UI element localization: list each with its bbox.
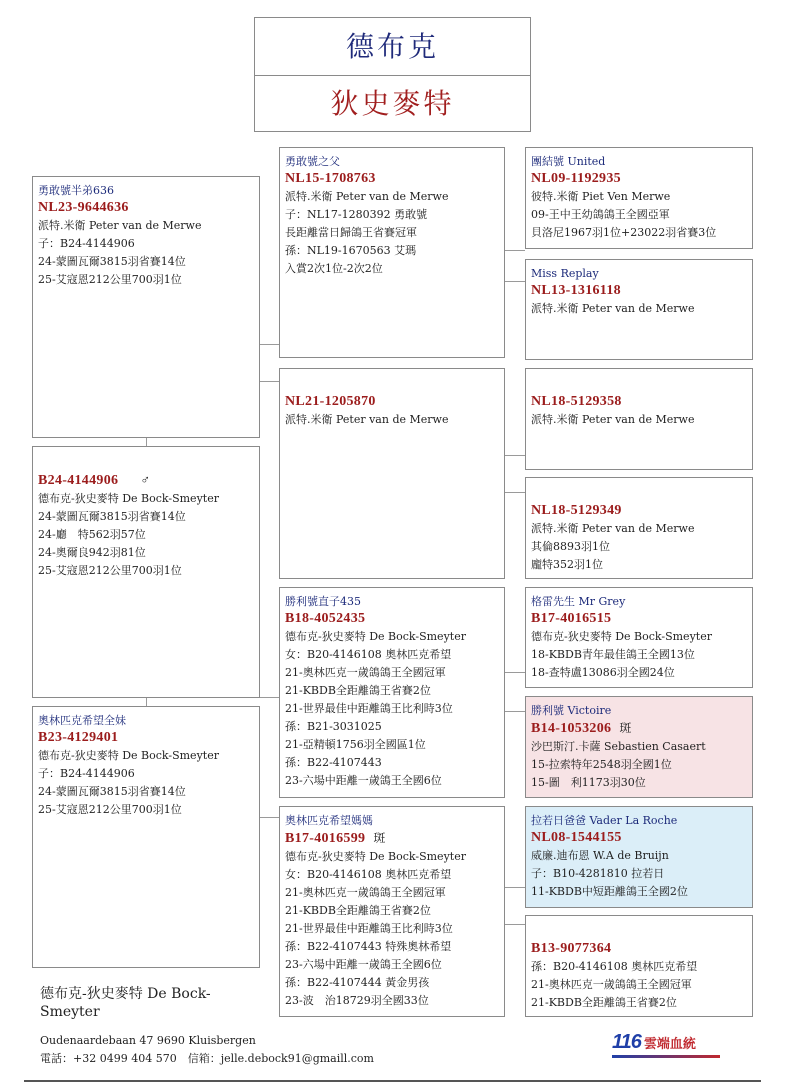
info-line: 女：B20-4146108 奧林匹克希望 [285,648,452,661]
info-line: 沙巴斯汀.卡薩 Sebastien Casaert [531,740,706,753]
owner-name: 德布克-狄史麥特 De Bock-Smeyter [40,986,211,1020]
info-line: 孫：B22-4107443 [285,756,382,769]
info-line: 德布克-狄史麥特 De Bock-Smeyter [285,850,466,863]
ring-number: NL08-1544155 [531,830,622,845]
info-line: 15-圖 利1173羽30位 [531,776,646,789]
info-line: 派特.米衛 Peter van de Merwe [531,413,695,426]
info-line: 孫：B22-4107444 黃金男孩 [285,976,430,989]
owner-phone-email: 電話：+32 0499 404 570 信箱：jelle.debock91@gmaill.com [40,1052,374,1065]
info-line: 女：B20-4146108 奧林匹克希望 [285,868,452,881]
info-line: 21-KBDB全距離鴿王省賽2位 [531,996,677,1009]
color-tag: 斑 [619,721,632,735]
ring-number: B17-4016515 [531,611,612,626]
info-line: 入賞2次1位-2次2位 [285,262,383,275]
info-line: 18-查特盧13086羽全國24位 [531,666,675,679]
connector-line [505,887,525,888]
ring-number: NL09-1192935 [531,171,621,186]
title-top: 德布克 [255,18,530,76]
dss-card [525,587,753,688]
info-line: 孫：B21-3031025 [285,720,382,733]
ring-value: B17-4016599 [285,831,366,846]
info-line: 派特.米衛 Peter van de Merwe [285,190,449,203]
bottom-divider [24,1080,761,1082]
owner-contact [40,1032,374,1068]
brand-logo [612,1031,696,1054]
ddd-card [525,915,753,1017]
ring-number: NL21-1205870 [285,394,376,409]
info-line: 長距離當日歸鴿王省賽冠軍 [285,226,417,239]
connector-line [505,672,525,673]
connector-line [260,344,279,345]
connector-line [260,817,279,818]
info-line: 子：B24-4144906 [38,767,135,780]
connector-line [505,455,525,456]
info-line: 11-KBDB中短距離鴿王全國2位 [531,885,688,898]
ssd-card [525,259,753,360]
info-line: 貝洛尼1967羽1位+23022羽省賽3位 [531,226,717,239]
logo-underline [612,1055,720,1058]
title-bottom: 狄史麥特 [330,87,455,120]
dam-sire-card [279,587,505,798]
ring-number: B23-4129401 [38,730,119,745]
info-line: 15-拉索特年2548羽全國1位 [531,758,672,771]
sdd-card [525,477,753,579]
info-line: 孫：B20-4146108 奧林匹克希望 [531,960,698,973]
info-line: 24-蒙圖瓦爾3815羽省賽14位 [38,785,186,798]
pigeon-name: Miss Replay [531,267,599,280]
info-line: 25-艾寇恩212公里700羽1位 [38,803,182,816]
info-line: 25-艾寇恩212公里700羽1位 [38,273,182,286]
ring-number [531,719,752,738]
pigeon-name: 勝利號直子435 [285,595,361,608]
sss-card [525,147,753,249]
connector-line [505,281,525,282]
ring-number [285,829,504,848]
sire-sire-card [279,147,505,358]
pigeon-name: 勇敢號半弟636 [38,184,114,197]
info-line: 21-KBDB全距離鴿王省賽2位 [285,904,431,917]
sds-card [525,368,753,470]
male-icon: ♂ [140,472,151,487]
info-line: 派特.米衛 Peter van de Merwe [38,219,202,232]
info-line: 21-世界最佳中距離鴿王比利時3位 [285,702,453,715]
ring-number: B18-4052435 [285,611,366,626]
info-line: 18-KBDB青年最佳鴿王全國13位 [531,648,695,661]
info-line: 23-六場中距離一歲鴿王全國6位 [285,958,442,971]
info-line: 23-波 治18729羽全國33位 [285,994,429,1007]
info-line: 21-KBDB全距離鴿王省賽2位 [285,684,431,697]
connector-line [505,924,525,925]
dam-dam-card [279,806,505,1017]
info-line: 孫：NL19-1670563 艾瑪 [285,244,417,257]
pigeon-name: 奧林匹克希望全妹 [38,714,126,727]
owner-address: Oudenaardebaan 47 9690 Kluisbergen [40,1034,256,1047]
pigeon-name: 勝利號 Victoire [531,704,612,717]
pigeon-name: 格雷先生 Mr Grey [531,595,626,608]
info-line: 德布克-狄史麥特 De Bock-Smeyter [285,630,466,643]
info-line: 德布克-狄史麥特 De Bock-Smeyter [38,749,219,762]
info-line: 德布克-狄史麥特 De Bock-Smeyter [38,492,219,505]
info-line: 其倫8893羽1位 [531,540,610,553]
ring-number: B13-9077364 [531,941,612,956]
title-box [254,17,531,132]
ring-number: NL13-1316118 [531,283,621,298]
logo-text: 雲端血統 [643,1036,696,1051]
info-line: 威廉.迪布恩 W.A de Bruijn [531,849,669,862]
info-line: 孫：B22-4107443 特殊奧林希望 [285,940,452,953]
subject-card [32,446,260,698]
ring-number: NL23-9644636 [38,200,129,215]
info-line: 彼特.米衛 Piet Ven Merwe [531,190,671,203]
connector-line [146,437,147,446]
connector-line [146,697,147,706]
info-line: 派特.米衛 Peter van de Merwe [531,302,695,315]
connector-line [505,492,525,493]
sire-dam-card [279,368,505,579]
info-line: 21-亞精頓1756羽全國區1位 [285,738,426,751]
color-tag: 斑 [373,831,386,845]
info-line: 25-艾寇恩212公里700羽1位 [38,564,182,577]
pigeon-name: 團結號 United [531,155,606,168]
ring-number: NL18-5129358 [531,394,622,409]
subject-ring: B24-4144906 [38,473,119,488]
dds-card [525,806,753,908]
info-line: 24-蒙圖瓦爾3815羽省賽14位 [38,255,186,268]
info-line: 21-奧林匹克一歲鴿鴿王全國冠軍 [531,978,692,991]
dsd-card [525,696,753,798]
info-line: 21-奧林匹克一歲鴿鴿王全國冠軍 [285,886,446,899]
info-line: 德布克-狄史麥特 De Bock-Smeyter [531,630,712,643]
ring-number: NL18-5129349 [531,503,622,518]
ring-value: B14-1053206 [531,721,612,736]
info-line: 子：B10-4281810 拉若日 [531,867,665,880]
info-line: 23-六場中距離一歲鴿王全國6位 [285,774,442,787]
pigeon-name: 奧林匹克希望媽媽 [285,814,373,827]
connector-line [260,381,279,382]
connector-line [505,250,525,251]
pigeon-name: 拉若日爸爸 Vader La Roche [531,814,678,827]
sire-card [32,176,260,438]
info-line: 24-廳 特562羽57位 [38,528,146,541]
info-line: 21-世界最佳中距離鴿王比利時3位 [285,922,453,935]
dam-card [32,706,260,968]
info-line: 24-蒙圖瓦爾3815羽省賽14位 [38,510,186,523]
connector-line [505,711,525,712]
info-line: 子：NL17-1280392 勇敢號 [285,208,428,221]
logo-number: 116 [612,1031,641,1053]
info-line: 子：B24-4144906 [38,237,135,250]
ring-number [38,471,259,490]
connector-line [260,697,279,698]
info-line: 派特.米衛 Peter van de Merwe [531,522,695,535]
info-line: 派特.米衛 Peter van de Merwe [285,413,449,426]
info-line: 21-奧林匹克一歲鴿鴿王全國冠軍 [285,666,446,679]
info-line: 09-王中王幼鴿鴿王全國亞軍 [531,208,670,221]
info-line: 24-奧爾良942羽81位 [38,546,146,559]
info-line: 龐特352羽1位 [531,558,603,571]
pigeon-name: 勇敢號之父 [285,155,340,168]
ring-number: NL15-1708763 [285,171,376,186]
